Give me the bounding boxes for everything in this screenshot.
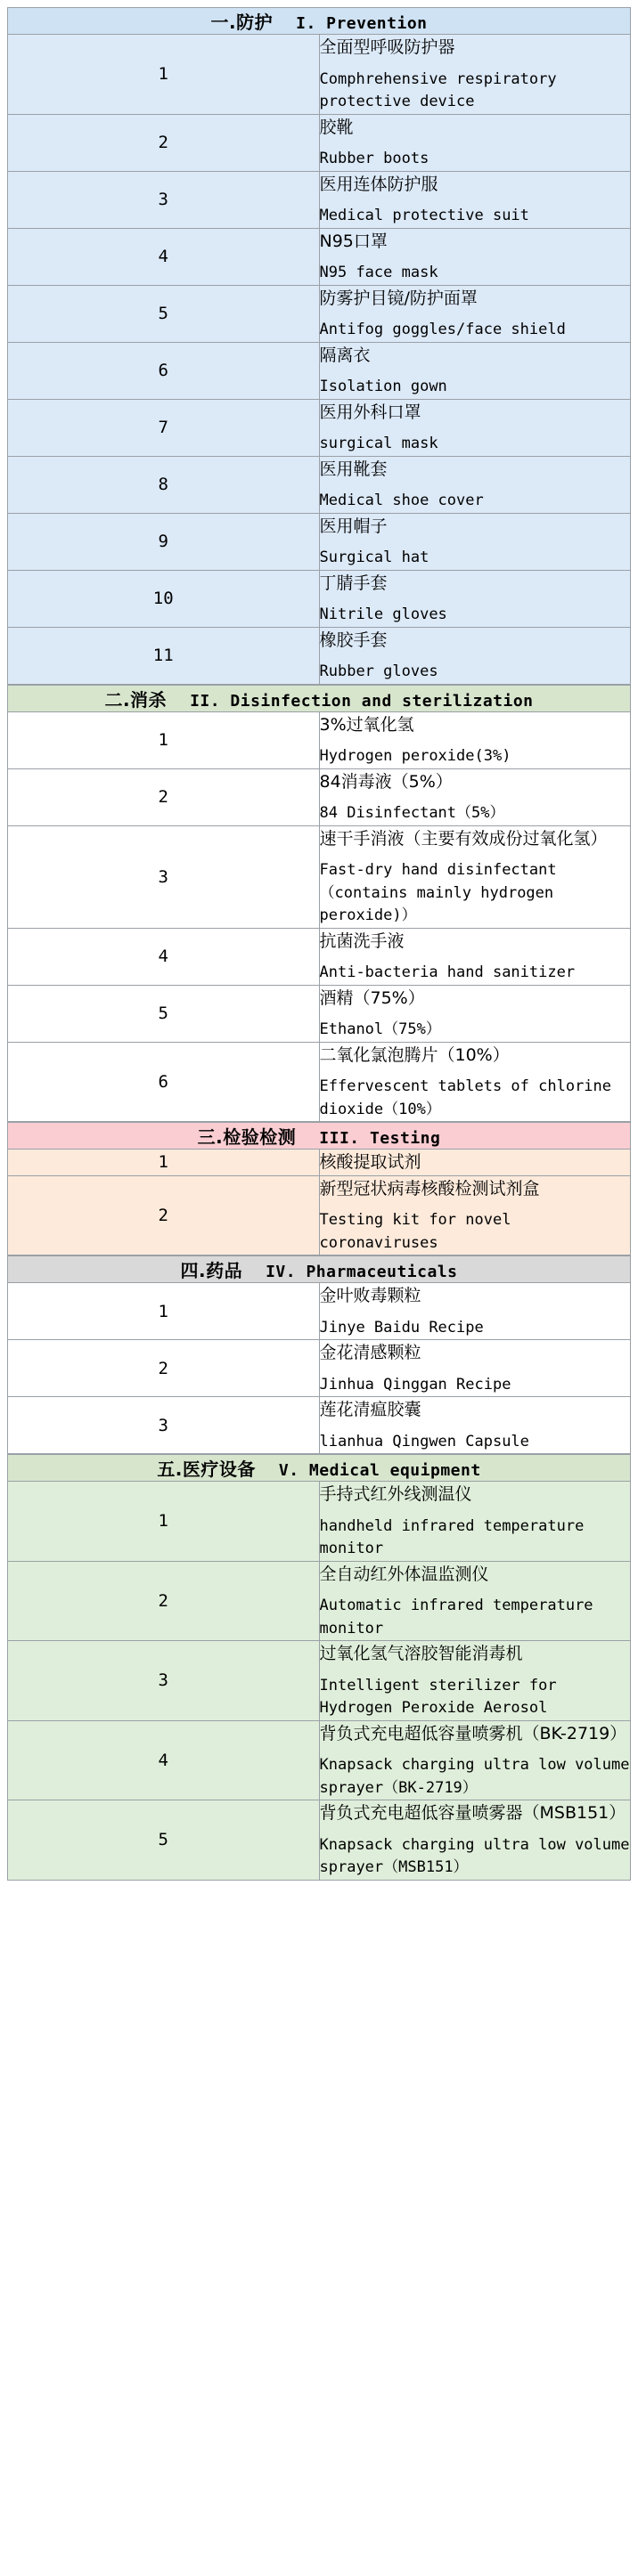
table-row xyxy=(8,1641,631,1721)
section-header-cell xyxy=(8,1256,631,1283)
item-name-cn: 胶靴 xyxy=(319,117,354,137)
row-content xyxy=(319,342,631,399)
item-name-cn: 金叶败毒颗粒 xyxy=(319,1286,421,1305)
row-index: 1 xyxy=(8,35,320,115)
item-name-cn: 医用帽子 xyxy=(319,516,388,536)
section-table-prevention xyxy=(7,7,631,685)
section-title-cn: 四.药品 xyxy=(180,1260,243,1281)
item-name-en: Medical protective suit xyxy=(319,207,529,224)
table-row xyxy=(8,1720,631,1800)
row-index: 2 xyxy=(8,768,320,825)
row-content xyxy=(319,1561,631,1641)
section-header-cell xyxy=(8,8,631,35)
item-name-en: handheld infrared temperature monitor xyxy=(319,1516,585,1557)
row-index: 5 xyxy=(8,1800,320,1881)
section-header-inner xyxy=(8,1123,630,1149)
table-row xyxy=(8,1150,631,1176)
row-content xyxy=(319,114,631,171)
section-header-prevention xyxy=(8,8,631,35)
section-title-cn: 一.防护 xyxy=(210,12,274,33)
table-row xyxy=(8,627,631,684)
item-name-cn: 莲花清瘟胶囊 xyxy=(319,1400,421,1419)
row-index: 3 xyxy=(8,825,320,928)
section-table-pharma xyxy=(7,1255,631,1454)
row-index: 1 xyxy=(8,1150,320,1176)
item-name-cn: 背负式充电超低容量喷雾器（MSB151） xyxy=(319,1803,626,1823)
table-row xyxy=(8,825,631,928)
table-row xyxy=(8,1283,631,1340)
section-header-testing xyxy=(8,1123,631,1150)
table-row xyxy=(8,342,631,399)
item-name-en: Knapsack charging ultra low volume sprayer（MSB151） xyxy=(319,1835,630,1876)
item-name-en: Automatic infrared temperature monitor xyxy=(319,1597,593,1637)
item-name-en: Anti-bacteria hand sanitizer xyxy=(319,963,576,981)
table-row xyxy=(8,985,631,1042)
row-content xyxy=(319,171,631,228)
item-name-en: Isolation gown xyxy=(319,378,447,395)
section-title-en: III. Testing xyxy=(319,1129,441,1148)
item-name-cn: 医用连体防护服 xyxy=(319,174,438,194)
row-content xyxy=(319,1397,631,1454)
section-title-en: V. Medical equipment xyxy=(278,1461,481,1480)
row-index: 3 xyxy=(8,171,320,228)
row-content xyxy=(319,768,631,825)
table-row xyxy=(8,1175,631,1255)
item-name-cn: 酒精（75%） xyxy=(319,987,425,1008)
item-name-cn: 84消毒液（5%） xyxy=(319,771,453,792)
table-row xyxy=(8,35,631,115)
table-row xyxy=(8,1800,631,1881)
item-name-cn: 手持式红外线测温仪 xyxy=(319,1484,472,1504)
item-name-cn: 橡胶手套 xyxy=(319,630,388,650)
section-title-en: IV. Pharmaceuticals xyxy=(266,1263,458,1281)
table-row xyxy=(8,570,631,627)
item-name-cn: 金花清感颗粒 xyxy=(319,1343,421,1362)
table-row xyxy=(8,928,631,985)
section-header-cell xyxy=(8,1123,631,1150)
row-content xyxy=(319,1482,631,1562)
row-content xyxy=(319,570,631,627)
section-header-inner xyxy=(8,1256,630,1282)
row-index: 2 xyxy=(8,114,320,171)
table-row xyxy=(8,1340,631,1397)
row-index: 9 xyxy=(8,513,320,570)
row-index: 6 xyxy=(8,1042,320,1122)
item-name-cn: 医用外科口罩 xyxy=(319,402,421,422)
row-index: 5 xyxy=(8,985,320,1042)
table-row xyxy=(8,1561,631,1641)
row-content xyxy=(319,513,631,570)
row-index: 1 xyxy=(8,711,320,768)
item-name-en: Effervescent tablets of chlorine dioxide（10%） xyxy=(319,1077,612,1118)
item-name-en: Testing kit for novel coronaviruses xyxy=(319,1211,511,1252)
row-content xyxy=(319,1641,631,1721)
table-row xyxy=(8,171,631,228)
section-title-en: II. Disinfection and sterilization xyxy=(190,691,534,711)
item-name-cn: 全面型呼吸防护器 xyxy=(319,37,455,57)
row-index: 6 xyxy=(8,342,320,399)
item-name-cn: 背负式充电超低容量喷雾机（BK-2719） xyxy=(319,1723,627,1743)
item-name-cn: 速干手消液（主要有效成份过氧化氢） xyxy=(319,828,608,849)
row-content xyxy=(319,1720,631,1800)
row-index: 2 xyxy=(8,1340,320,1397)
item-name-cn: 防雾护目镜/防护面罩 xyxy=(319,288,478,308)
item-name-cn: 核酸提取试剂 xyxy=(319,1152,421,1172)
table-row xyxy=(8,399,631,456)
section-header-cell xyxy=(8,685,631,711)
row-index: 2 xyxy=(8,1175,320,1255)
item-name-en: Fast-dry hand disinfectant（contains mainly hydrogen peroxide)） xyxy=(319,861,557,924)
row-content xyxy=(319,928,631,985)
row-content xyxy=(319,627,631,684)
item-name-en: Antifog goggles/face shield xyxy=(319,321,566,338)
section-title-cn: 三.检验检测 xyxy=(197,1126,297,1148)
row-content xyxy=(319,1800,631,1881)
item-name-cn: 丁腈手套 xyxy=(319,573,388,593)
item-name-en: surgical mask xyxy=(319,435,438,452)
item-name-cn: 二氧化氯泡腾片（10%） xyxy=(319,1044,510,1065)
item-name-en: Jinye Baidu Recipe xyxy=(319,1318,484,1337)
row-content xyxy=(319,35,631,115)
row-index: 7 xyxy=(8,399,320,456)
item-name-en: Comphrehensive respiratory protective device xyxy=(319,69,557,110)
table-row xyxy=(8,456,631,513)
row-index: 2 xyxy=(8,1561,320,1641)
row-index: 5 xyxy=(8,285,320,342)
item-name-cn: 抗菌洗手液 xyxy=(319,930,405,951)
item-name-cn: 3%过氧化氢 xyxy=(319,714,414,735)
row-content xyxy=(319,1042,631,1122)
row-content xyxy=(319,1340,631,1397)
item-name-en: Rubber boots xyxy=(319,150,429,167)
row-index: 1 xyxy=(8,1283,320,1340)
row-index: 3 xyxy=(8,1641,320,1721)
item-name-en: Surgical hat xyxy=(319,549,429,566)
item-name-cn: 全自动红外体温监测仪 xyxy=(319,1564,489,1584)
section-header-inner xyxy=(8,1455,630,1481)
section-table-testing xyxy=(7,1122,631,1255)
row-index: 4 xyxy=(8,928,320,985)
row-content xyxy=(319,1150,631,1176)
row-index: 8 xyxy=(8,456,320,513)
row-index: 10 xyxy=(8,570,320,627)
row-content xyxy=(319,399,631,456)
row-index: 11 xyxy=(8,627,320,684)
section-title-en: I. Prevention xyxy=(296,14,428,33)
section-header-equipment xyxy=(8,1455,631,1482)
row-content xyxy=(319,228,631,285)
item-name-cn: 过氧化氢气溶胶智能消毒机 xyxy=(319,1644,523,1663)
item-name-cn: N95口罩 xyxy=(319,231,388,251)
section-table-disinfect xyxy=(7,685,631,1123)
item-name-en: Jinhua Qinggan Recipe xyxy=(319,1375,511,1394)
item-name-en: Rubber gloves xyxy=(319,662,438,680)
item-name-cn: 医用靴套 xyxy=(319,459,388,479)
table-row xyxy=(8,285,631,342)
table-row xyxy=(8,114,631,171)
section-header-inner xyxy=(8,686,630,711)
sections-container xyxy=(7,7,631,1881)
row-content xyxy=(319,285,631,342)
section-header-pharma xyxy=(8,1256,631,1283)
table-row xyxy=(8,513,631,570)
row-content xyxy=(319,456,631,513)
item-name-en: N95 face mask xyxy=(319,264,438,281)
item-name-en: Nitrile gloves xyxy=(319,605,447,623)
section-title-cn: 五.医疗设备 xyxy=(157,1459,256,1480)
row-content xyxy=(319,1175,631,1255)
item-name-cn: 隔离衣 xyxy=(319,345,371,365)
table-row xyxy=(8,1042,631,1122)
item-name-en: Hydrogen peroxide(3%) xyxy=(319,747,511,765)
row-content xyxy=(319,711,631,768)
item-name-en: Knapsack charging ultra low volume sprayer（BK-2719） xyxy=(319,1756,630,1797)
row-index: 3 xyxy=(8,1397,320,1454)
item-name-en: Medical shoe cover xyxy=(319,492,484,509)
table-row xyxy=(8,768,631,825)
section-table-equipment xyxy=(7,1454,631,1881)
row-index: 4 xyxy=(8,1720,320,1800)
section-header-disinfect xyxy=(8,685,631,711)
section-header-cell xyxy=(8,1455,631,1482)
table-row xyxy=(8,711,631,768)
row-content xyxy=(319,825,631,928)
row-content xyxy=(319,1283,631,1340)
item-name-en: lianhua Qingwen Capsule xyxy=(319,1432,529,1451)
row-content xyxy=(319,985,631,1042)
section-header-inner xyxy=(8,8,630,34)
item-name-en: Intelligent sterilizer for Hydrogen Peroxide Aerosol xyxy=(319,1676,557,1717)
table-row xyxy=(8,228,631,285)
row-index: 1 xyxy=(8,1482,320,1562)
item-name-cn: 新型冠状病毒核酸检测试剂盒 xyxy=(319,1178,540,1199)
row-index: 4 xyxy=(8,228,320,285)
table-row xyxy=(8,1482,631,1562)
section-title-cn: 二.消杀 xyxy=(104,688,168,711)
item-name-en: 84 Disinfectant（5%） xyxy=(319,804,505,822)
item-name-en: Ethanol（75%） xyxy=(319,1020,441,1038)
table-row xyxy=(8,1397,631,1454)
